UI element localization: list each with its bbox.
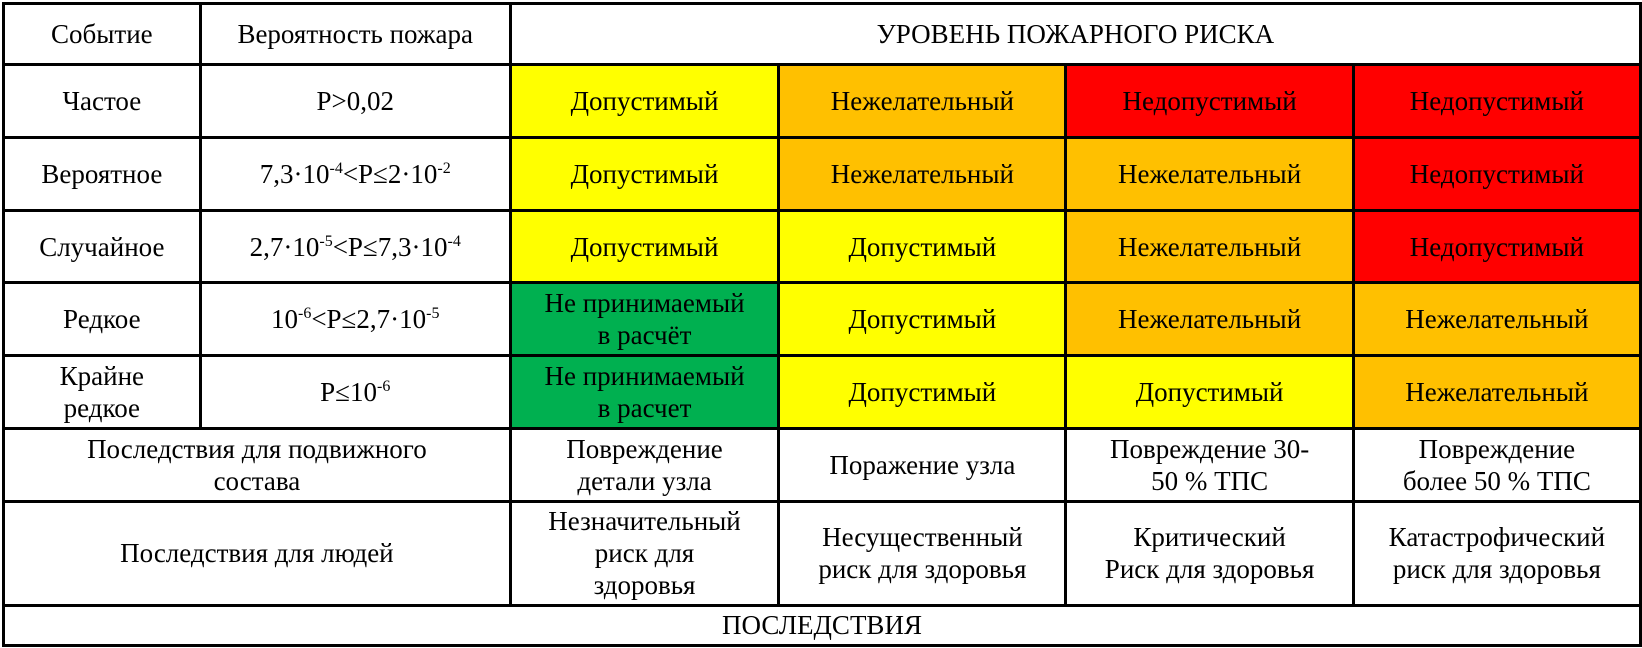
footer-consequences: ПОСЛЕДСТВИЯ bbox=[4, 605, 1641, 645]
consequence-cell: Поражение узла bbox=[779, 428, 1066, 501]
event-label: Крайне редкое bbox=[4, 356, 201, 429]
consequence-cell: Критический Риск для здоровья bbox=[1066, 501, 1353, 605]
risk-cell: Нежелательный bbox=[779, 138, 1066, 211]
consequence-cell: Несущественный риск для здоровья bbox=[779, 501, 1066, 605]
consequence-label: Последствия для людей bbox=[4, 501, 511, 605]
event-label: Вероятное bbox=[4, 138, 201, 211]
consequence-cell: Катастрофический риск для здоровья bbox=[1353, 501, 1640, 605]
risk-row-2 bbox=[4, 210, 1641, 283]
header-risk-level: УРОВЕНЬ ПОЖАРНОГО РИСКА bbox=[510, 4, 1640, 65]
risk-row-3 bbox=[4, 283, 1641, 356]
risk-cell: Не принимаемый в расчёт bbox=[510, 283, 778, 356]
risk-cell: Допустимый bbox=[510, 138, 778, 211]
probability-range: $P\le 10^{-6}$ bbox=[200, 356, 510, 429]
footer-row bbox=[4, 605, 1641, 645]
header-probability: Вероятность пожара bbox=[200, 4, 510, 65]
probability-range: P>0,02 bbox=[200, 65, 510, 138]
risk-cell: Нежелательный bbox=[1353, 356, 1640, 429]
risk-cell: Нежелательный bbox=[779, 65, 1066, 138]
risk-cell: Допустимый bbox=[1066, 356, 1353, 429]
event-label: Редкое bbox=[4, 283, 201, 356]
risk-row-1 bbox=[4, 138, 1641, 211]
event-label: Частое bbox=[4, 65, 201, 138]
consequence-cell: Незначительный риск для здоровья bbox=[510, 501, 778, 605]
risk-cell: Недопустимый bbox=[1353, 65, 1640, 138]
risk-cell: Допустимый bbox=[510, 210, 778, 283]
probability-range: $10^{-6}<P\le 2,7\cdot 10^{-5}$ bbox=[200, 283, 510, 356]
risk-row-4 bbox=[4, 356, 1641, 429]
risk-cell: Недопустимый bbox=[1353, 138, 1640, 211]
probability-range: $2,7\cdot 10^{-5}<P\le 7,3\cdot 10^{-4}$ bbox=[200, 210, 510, 283]
probability-range: $7,3\cdot 10^{-4}<P\le 2\cdot 10^{-2}$ bbox=[200, 138, 510, 211]
risk-cell: Допустимый bbox=[510, 65, 778, 138]
consequence-cell: Повреждение более 50 % ТПС bbox=[1353, 428, 1640, 501]
fire-risk-matrix-table bbox=[2, 2, 1642, 647]
risk-cell: Недопустимый bbox=[1353, 210, 1640, 283]
risk-cell: Недопустимый bbox=[1066, 65, 1353, 138]
risk-row-0 bbox=[4, 65, 1641, 138]
risk-cell: Нежелательный bbox=[1353, 283, 1640, 356]
risk-cell: Нежелательный bbox=[1066, 138, 1353, 211]
event-label: Случайное bbox=[4, 210, 201, 283]
risk-cell: Нежелательный bbox=[1066, 210, 1353, 283]
risk-cell: Допустимый bbox=[779, 356, 1066, 429]
risk-cell: Допустимый bbox=[779, 210, 1066, 283]
header-event: Событие bbox=[4, 4, 201, 65]
consequence-row-people bbox=[4, 501, 1641, 605]
header-row bbox=[4, 4, 1641, 65]
consequence-label: Последствия для подвижного состава bbox=[4, 428, 511, 501]
risk-cell: Нежелательный bbox=[1066, 283, 1353, 356]
risk-cell: Допустимый bbox=[779, 283, 1066, 356]
risk-cell: Не принимаемый в расчет bbox=[510, 356, 778, 429]
consequence-cell: Повреждение детали узла bbox=[510, 428, 778, 501]
consequence-cell: Повреждение 30- 50 % ТПС bbox=[1066, 428, 1353, 501]
consequence-row-rolling-stock bbox=[4, 428, 1641, 501]
